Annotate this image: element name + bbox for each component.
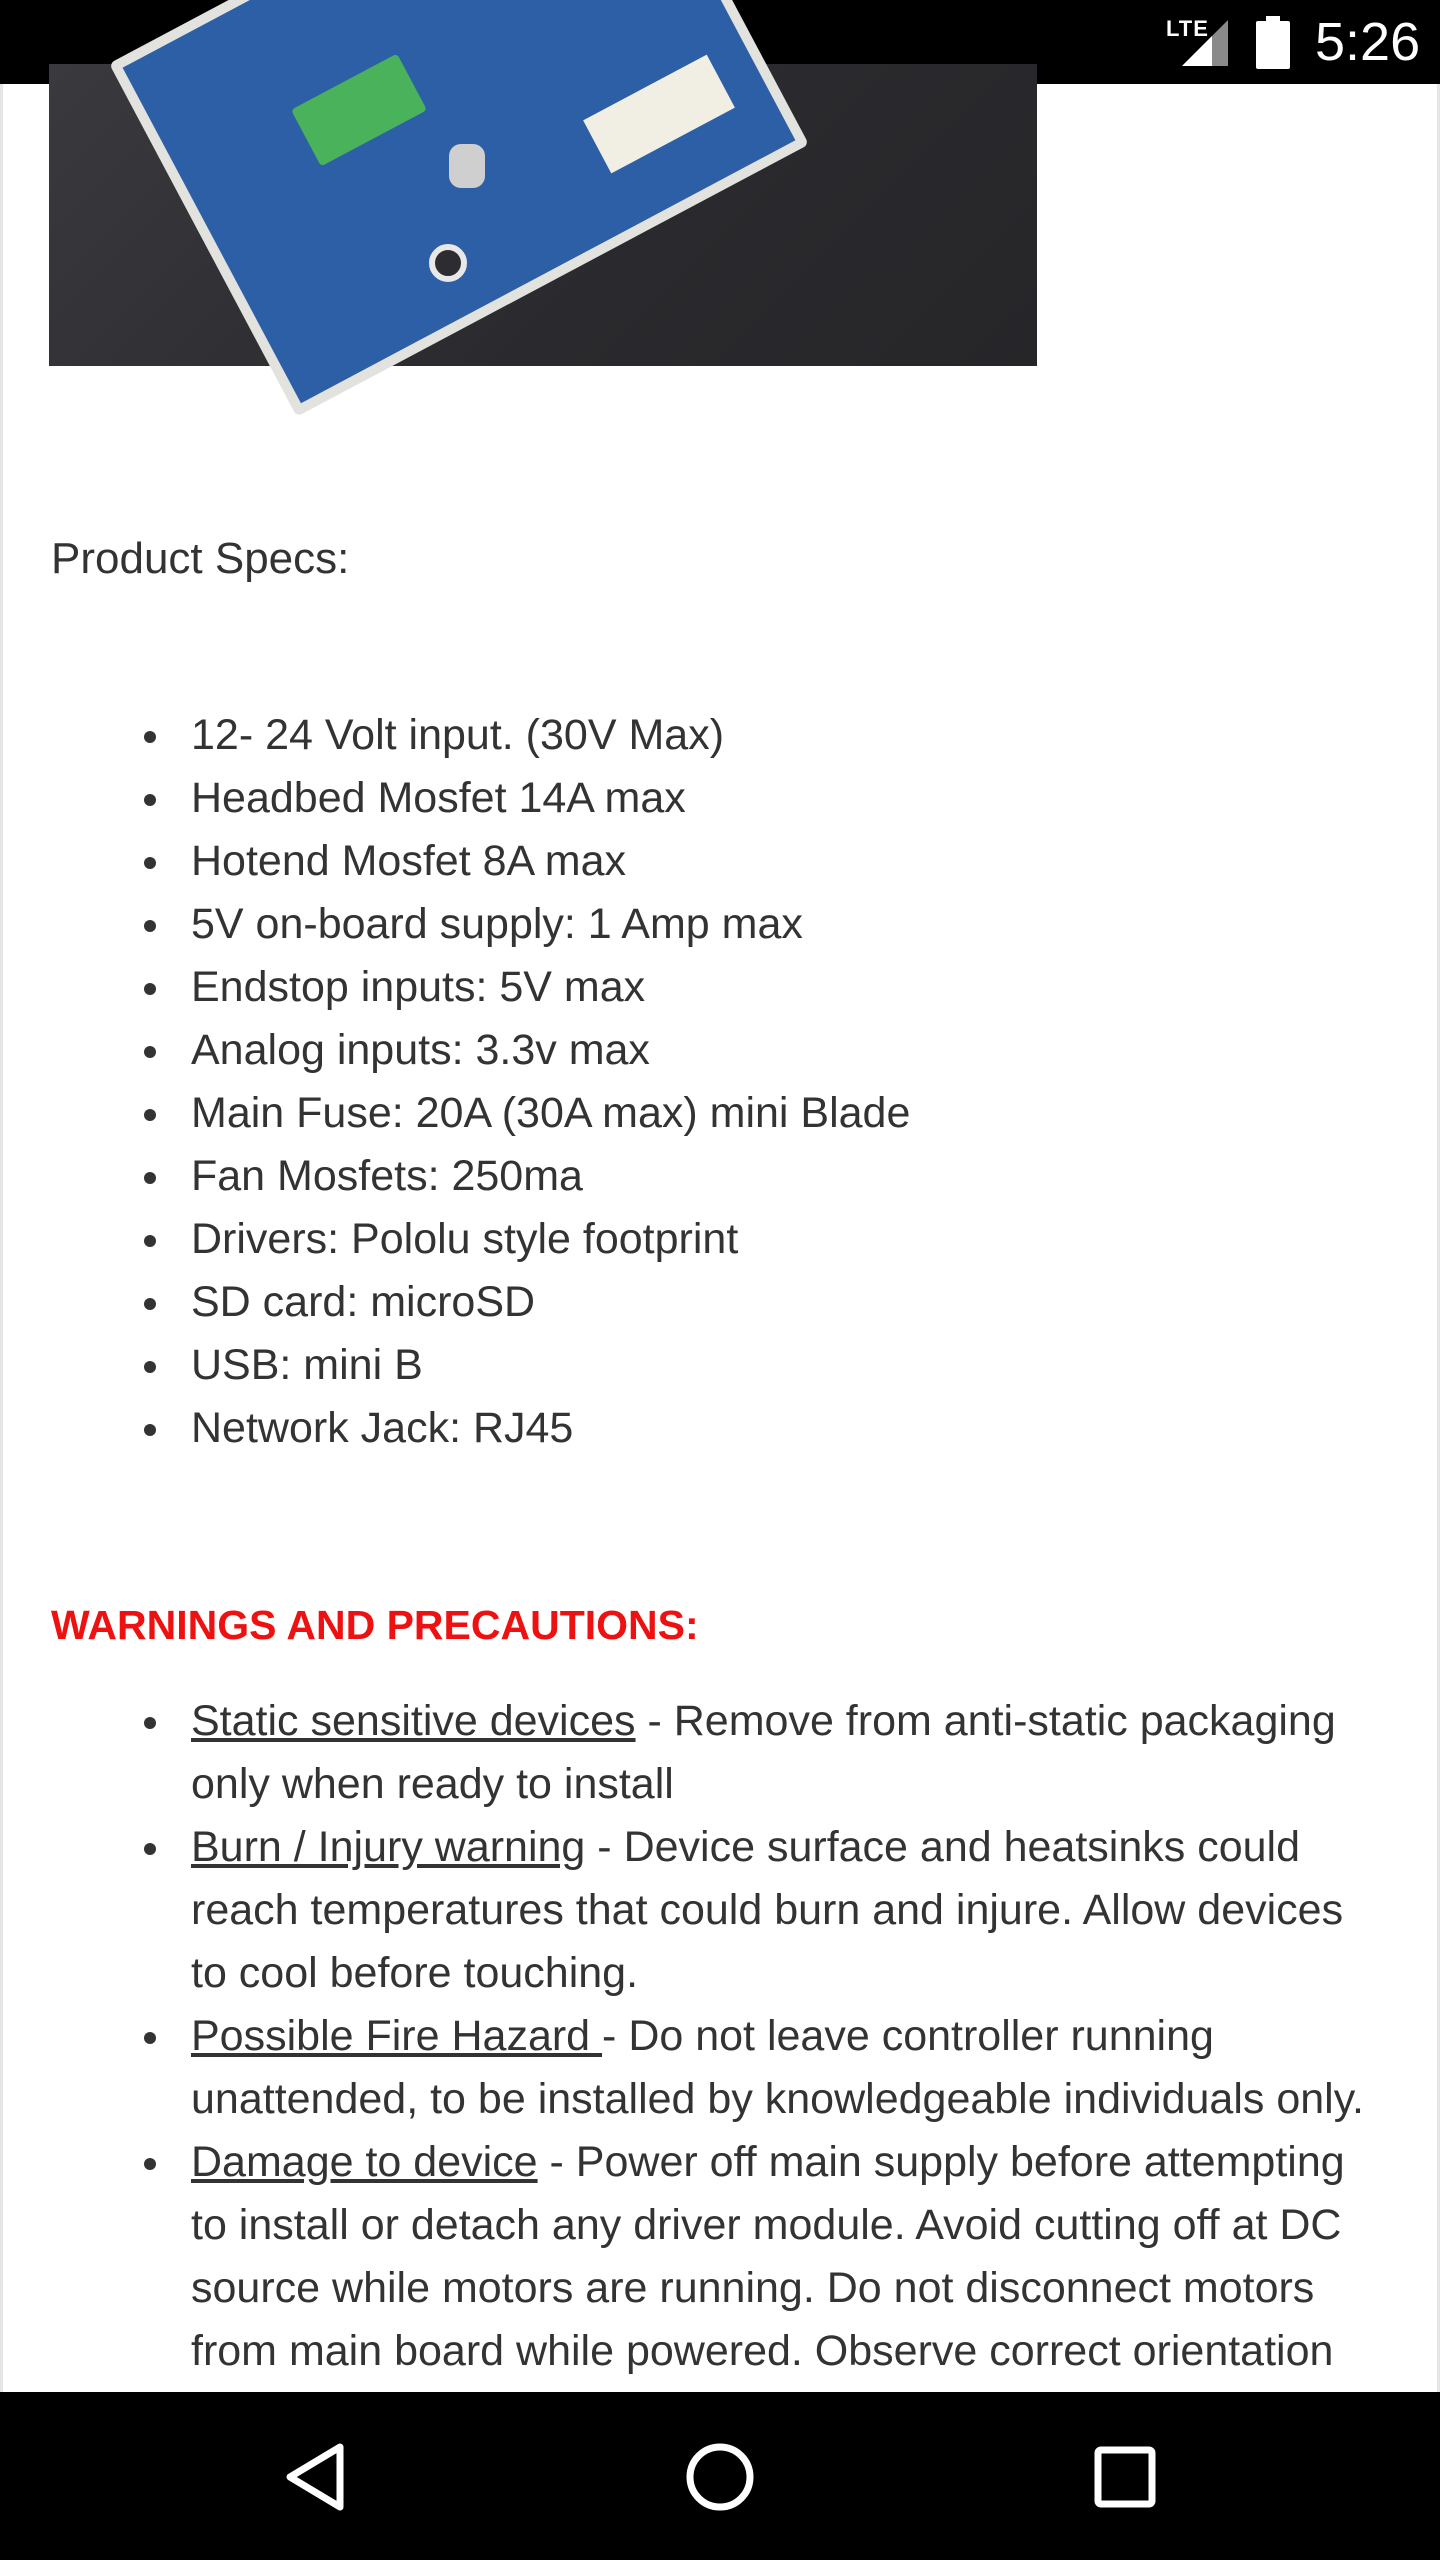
spec-item: Network Jack: RJ45: [3, 1397, 1443, 1460]
recents-icon: [1093, 2445, 1157, 2509]
specs-list: [3, 704, 1443, 1460]
warning-item: [3, 2005, 1443, 2131]
spec-item: 5V on-board supply: 1 Amp max: [3, 893, 1443, 956]
warnings-list: [3, 1690, 1443, 2446]
warning-title: Damage to device: [191, 2138, 538, 2186]
warning-item: [3, 1816, 1443, 2005]
recents-button[interactable]: [1080, 2432, 1170, 2522]
spec-item: Headbed Mosfet 14A max: [3, 767, 1443, 830]
spec-item: Main Fuse: 20A (30A max) mini Blade: [3, 1082, 1443, 1145]
warning-title: Static sensitive devices: [191, 1697, 636, 1745]
specs-heading: Product Specs:: [51, 534, 350, 583]
product-image: [49, 64, 1037, 366]
warning-text: - Power off main supply before attempting to install or detach any driver module. Avoid cutting off at DC source while motors are running. Do not disconnect motors from main board while powered. Observe correct orientation: [191, 2138, 1345, 2375]
warnings-heading: WARNINGS AND PRECAUTIONS:: [51, 1602, 699, 1648]
navigation-bar: [0, 2392, 1440, 2560]
spec-item: 12- 24 Volt input. (30V Max): [3, 704, 1443, 767]
capacitor-shape: [449, 144, 485, 188]
spec-item: USB: mini B: [3, 1334, 1443, 1397]
spec-item: Analog inputs: 3.3v max: [3, 1019, 1443, 1082]
network-type: LTE: [1166, 16, 1209, 41]
battery-icon: [1254, 16, 1292, 70]
web-page[interactable]: [0, 84, 1440, 2392]
warning-item: [3, 1690, 1443, 1816]
back-button[interactable]: [270, 2432, 360, 2522]
spec-item: Drivers: Pololu style footprint: [3, 1208, 1443, 1271]
status-clock: 5:26: [1315, 12, 1421, 72]
spec-item: SD card: microSD: [3, 1271, 1443, 1334]
back-icon: [282, 2441, 348, 2513]
warning-title: Possible Fire Hazard: [191, 2012, 603, 2060]
home-button[interactable]: [675, 2432, 765, 2522]
lte-signal-icon: [1178, 16, 1230, 68]
warning-title: Burn / Injury warning: [191, 1823, 586, 1871]
warning-text: - Device surface and heatsinks could reach temperatures that could burn and injure. Allow devices to cool before touching.: [191, 1823, 1344, 1997]
warning-text: - Do not leave controller running unattended, to be installed by knowledgeable individuals only.: [191, 2012, 1364, 2123]
home-icon: [684, 2441, 756, 2513]
spec-item: Endstop inputs: 5V max: [3, 956, 1443, 1019]
warning-text: - Remove from anti-static packaging only when ready to install: [191, 1697, 1336, 1808]
spec-item: Fan Mosfets: 250ma: [3, 1145, 1443, 1208]
spec-item: Hotend Mosfet 8A max: [3, 830, 1443, 893]
mounting-hole-shape: [429, 244, 467, 282]
